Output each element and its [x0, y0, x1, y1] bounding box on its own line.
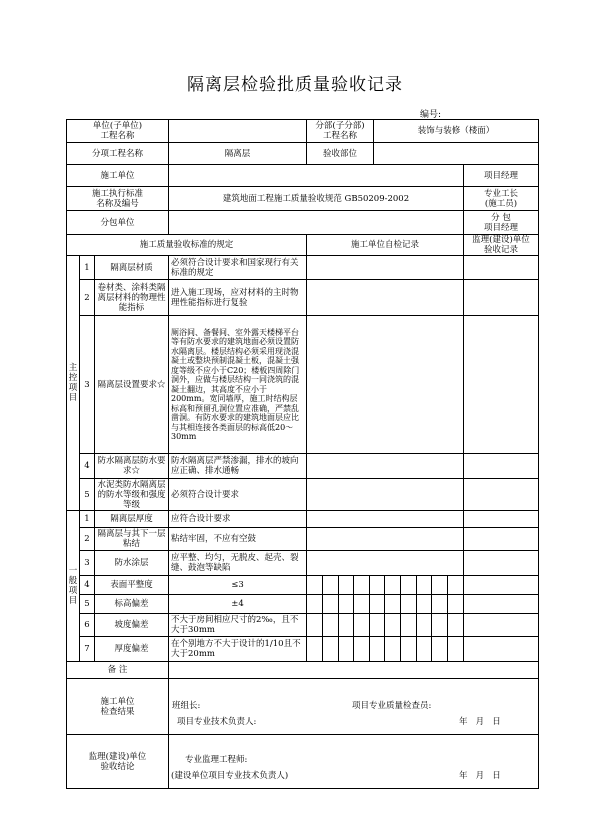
measurement-cell[interactable]: [369, 614, 385, 636]
measurement-cell[interactable]: [447, 576, 463, 594]
measurement-cell[interactable]: [307, 614, 323, 636]
measurement-cell[interactable]: [432, 614, 448, 636]
inspection-form-table: [66, 119, 539, 789]
page-title: 隔离层检验批质量验收记录: [187, 75, 403, 95]
supervision-engineer-label: 专业监理工程师:: [185, 755, 248, 765]
main-items-group-label: 主 控 项 目: [67, 256, 80, 511]
self-check-column-header: 施工单位自检记录: [307, 235, 464, 256]
item-spec: 进入施工现场，应对材料的主时物理性能指标进行复验: [169, 280, 307, 316]
subcontract-value[interactable]: [169, 211, 464, 235]
measurement-cell[interactable]: [385, 576, 401, 594]
measurement-cell[interactable]: [385, 614, 401, 636]
header-row-sub-item: [67, 143, 539, 165]
self-check-cell[interactable]: [307, 454, 464, 479]
construction-check-date: 年 月 日: [459, 717, 501, 727]
spec-column-header: 施工质量验收标准的规定: [67, 235, 307, 256]
measurement-cell[interactable]: [323, 614, 339, 636]
supervision-cell[interactable]: [464, 454, 539, 479]
subunit-value[interactable]: 装饰与装修（楼面）: [417, 126, 495, 136]
item-name: 隔离层材质: [95, 256, 169, 280]
item-spec: 必须符合设计要求: [169, 479, 307, 511]
measurement-cell[interactable]: [338, 614, 354, 636]
supervision-cell[interactable]: [464, 576, 539, 595]
item-spec: 应符合设计要求: [169, 511, 307, 528]
standard-label: 施工执行标准 名称及编号: [67, 187, 169, 211]
measurement-grid: [307, 576, 464, 595]
supervision-cell[interactable]: [464, 595, 539, 614]
measurement-cell[interactable]: [323, 576, 339, 594]
record-number-label: 编号:: [420, 110, 442, 120]
measurement-cell[interactable]: [447, 595, 463, 613]
measurement-cell[interactable]: [447, 637, 463, 661]
supervision-cell[interactable]: [464, 256, 539, 280]
table-row: [67, 454, 539, 479]
measurement-cell[interactable]: [385, 637, 401, 661]
item-name: 厚度偏差: [95, 637, 169, 662]
item-spec: ±4: [169, 595, 307, 614]
header-row-subcontract: [67, 211, 539, 235]
item-name: 水泥类防水隔离层的防水等级和强度等级: [95, 479, 169, 511]
measurement-cell[interactable]: [432, 637, 448, 661]
item-no: 3: [80, 316, 95, 454]
self-check-cell[interactable]: [307, 528, 464, 551]
header-row-construction-unit: [67, 165, 539, 187]
measurement-cell[interactable]: [416, 614, 432, 636]
measurement-cell[interactable]: [354, 595, 370, 613]
supervision-cell[interactable]: [464, 551, 539, 576]
item-spec: 应平整、均匀，无脱皮、起壳、裂缝、鼓泡等缺陷: [169, 551, 307, 576]
measurement-cell[interactable]: [401, 637, 417, 661]
item-name: 隔离层设置要求☆: [95, 316, 169, 454]
acceptance-part-value[interactable]: [374, 143, 539, 164]
sub-item-value[interactable]: 隔离层: [169, 143, 307, 165]
item-no: 5: [80, 595, 95, 614]
item-spec: 防水隔离层严禁渗漏，排水的坡向应正确、排水通畅: [169, 454, 307, 479]
measurement-cell[interactable]: [323, 637, 339, 661]
team-leader-label: 班组长:: [172, 701, 201, 711]
item-spec: 必须符合设计要求和国家现行有关标准的规定: [169, 256, 307, 280]
header-row-standard: [67, 187, 539, 211]
tech-lead-label: 项目专业技术负责人:: [177, 717, 257, 727]
standard-value: 建筑地面工程施工质量验收规范 GB50209-2002: [169, 187, 464, 211]
table-row: [67, 595, 539, 614]
item-spec: ≤3: [169, 576, 307, 595]
remarks-row: [67, 662, 539, 679]
item-name: 标高偏差: [95, 595, 169, 614]
acceptance-part-label: 验收部位: [307, 143, 374, 164]
subunit-label: 分部(子分部) 工程名称: [307, 120, 374, 142]
subcontract-manager-label: 分 包 项目经理: [464, 211, 539, 235]
supervision-cell[interactable]: [464, 280, 539, 316]
measurement-cell[interactable]: [307, 595, 323, 613]
supervision-conclusion-row: [67, 735, 539, 789]
item-name: 隔离层厚度: [95, 511, 169, 528]
item-no: 4: [80, 576, 95, 595]
item-name: 表面平整度: [95, 576, 169, 595]
construction-unit-value[interactable]: [169, 165, 464, 187]
unit-value-cell[interactable]: [169, 120, 307, 143]
construction-check-label: 施工单位 检查结果: [67, 679, 169, 735]
item-no: 2: [80, 280, 95, 316]
supervision-cell[interactable]: [464, 637, 539, 662]
item-no: 1: [80, 256, 95, 280]
measurement-cell[interactable]: [416, 637, 432, 661]
item-no: 5: [80, 479, 95, 511]
measurement-cell[interactable]: [354, 637, 370, 661]
supervision-conclusion-area[interactable]: [169, 735, 539, 789]
table-row: [67, 511, 539, 528]
measurement-cell[interactable]: [307, 637, 323, 661]
sub-item-label: 分项工程名称: [67, 143, 169, 165]
measurement-cell[interactable]: [432, 576, 448, 594]
item-no: 2: [80, 528, 95, 551]
item-name: 卷材类、涂料类隔离层材料的物理性能指标: [95, 280, 169, 316]
construction-check-area[interactable]: [169, 679, 539, 735]
construction-unit-label: 施工单位: [67, 165, 169, 187]
remarks-value[interactable]: [169, 662, 539, 679]
item-spec: 不大于房间相应尺寸的2‰，且不大于30mm: [169, 614, 307, 637]
measurement-grid: [307, 637, 464, 662]
measurement-cell[interactable]: [401, 614, 417, 636]
table-row: [67, 316, 539, 454]
supervision-cell[interactable]: [464, 614, 539, 637]
item-spec: 粘结牢固，不应有空鼓: [169, 528, 307, 551]
measurement-cell[interactable]: [354, 614, 370, 636]
item-name: 坡度偏差: [95, 614, 169, 637]
measurement-cell[interactable]: [338, 637, 354, 661]
subcontract-label: 分包单位: [67, 211, 169, 235]
item-name: 防水涂层: [95, 551, 169, 576]
general-items-group-label: 一 般 项 目: [67, 511, 80, 662]
construction-check-row: [67, 679, 539, 735]
self-check-cell[interactable]: [307, 479, 464, 511]
measurement-grid: [307, 595, 464, 614]
foreman-label: 专业工长 (施工员): [464, 187, 539, 211]
item-no: 3: [80, 551, 95, 576]
unit-label: 单位(子单位) 工程名称: [67, 120, 169, 143]
remarks-label: 备 注: [67, 662, 169, 679]
owner-tech-lead-label: (建设单位项目专业技术负责人): [171, 771, 289, 781]
measurement-cell[interactable]: [385, 595, 401, 613]
supervision-column-header: 监理(建设)单位 验收记录: [464, 235, 539, 256]
self-check-cell[interactable]: [307, 511, 464, 528]
measurement-cell[interactable]: [369, 595, 385, 613]
item-spec: 厕浴间、备餐间、室外露天楼梯平台等有防水要求的建筑地面必须设置防水隔离层。楼层结构必须采用现浇混凝土或整块预制混凝土板，混凝土强度等级不应小于C20；楼板四周除门洞外，应做与楼层结构一同浇筑的混凝土翻边，其高度不应小于200mm。宽同墙厚，施工时结构层标高和预留孔洞位置应准确，严禁乱凿洞。有防水要求的建筑地面层应比与其相连接各类面层的标高低20～30mm: [169, 316, 307, 454]
project-manager-label: 项目经理: [483, 170, 518, 181]
measurement-cell[interactable]: [416, 576, 432, 594]
column-header-row: [67, 235, 539, 256]
supervision-conclusion-label: 监理(建设)单位 验收结论: [67, 735, 169, 789]
item-spec: 在个别地方不大于设计的1/10且不大于20mm: [169, 637, 307, 662]
self-check-cell[interactable]: [307, 280, 464, 316]
measurement-cell[interactable]: [338, 576, 354, 594]
header-row-unit: [67, 120, 539, 143]
table-row: [67, 528, 539, 551]
supervision-cell[interactable]: [464, 316, 539, 454]
item-no: 4: [80, 454, 95, 479]
table-row: [67, 479, 539, 511]
item-name: 隔离层与其下一层粘结: [95, 528, 169, 551]
item-name: 防水隔离层防水要求☆: [95, 454, 169, 479]
table-row: [67, 256, 539, 280]
measurement-cell[interactable]: [354, 576, 370, 594]
table-row: [67, 280, 539, 316]
supervision-cell[interactable]: [464, 511, 539, 528]
supervision-conclusion-date: 年 月 日: [459, 771, 501, 781]
measurement-cell[interactable]: [432, 595, 448, 613]
measurement-cell[interactable]: [447, 614, 463, 636]
supervision-cell[interactable]: [464, 528, 539, 551]
item-no: 6: [80, 614, 95, 637]
item-no: 7: [80, 637, 95, 662]
item-no: 1: [80, 511, 95, 528]
measurement-grid: [307, 614, 464, 637]
measurement-cell[interactable]: [416, 595, 432, 613]
self-check-cell[interactable]: [307, 551, 464, 576]
self-check-cell[interactable]: [307, 316, 464, 454]
measurement-cell[interactable]: [338, 595, 354, 613]
measurement-cell[interactable]: [307, 576, 323, 594]
quality-inspector-label: 项目专业质量检查员:: [352, 701, 432, 711]
measurement-cell[interactable]: [369, 576, 385, 594]
table-row: [67, 576, 539, 595]
measurement-cell[interactable]: [401, 595, 417, 613]
self-check-cell[interactable]: [307, 256, 464, 280]
table-row: [67, 637, 539, 662]
measurement-cell[interactable]: [323, 595, 339, 613]
supervision-cell[interactable]: [464, 479, 539, 511]
table-row: [67, 551, 539, 576]
measurement-cell[interactable]: [401, 576, 417, 594]
measurement-cell[interactable]: [369, 637, 385, 661]
table-row: [67, 614, 539, 637]
